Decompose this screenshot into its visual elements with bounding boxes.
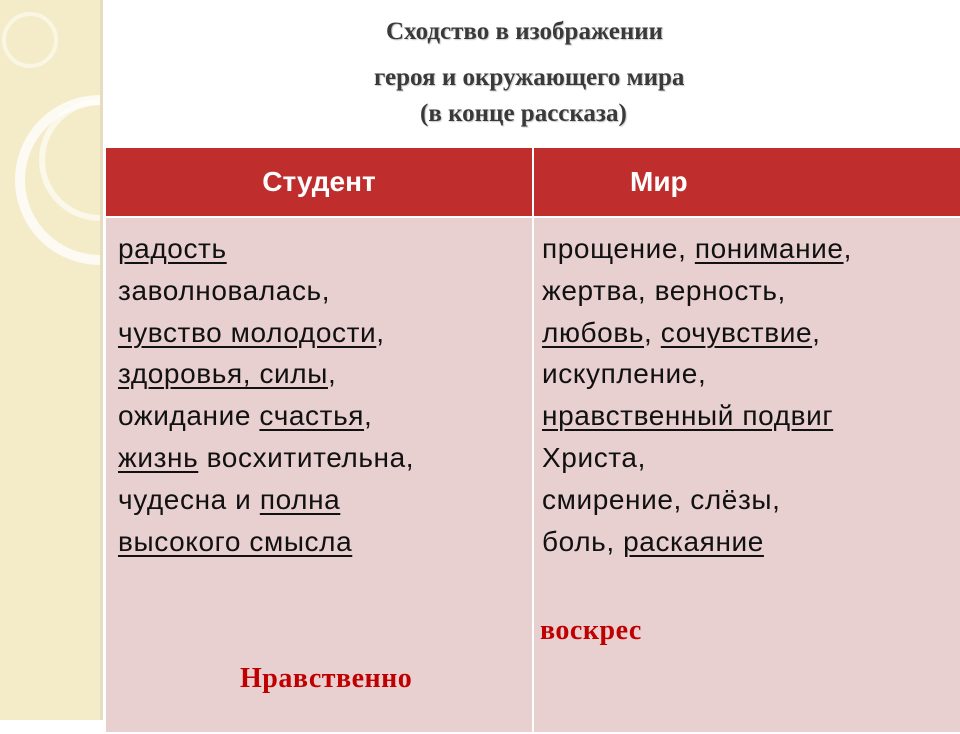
text-segment: заволновалась, [118,274,331,306]
text-segment: , [364,400,373,432]
text-line [542,270,960,312]
text-line [118,228,532,270]
text-line [118,395,532,437]
text-segment: искупление, [542,358,707,390]
text-line [542,312,960,354]
moral-word-world: воскрес [540,615,642,646]
text-segment: жертва, верность, [542,274,786,306]
text-segment: , [376,316,385,348]
underlined-phrase: чувство молодости [118,316,377,348]
table-header-row [105,147,960,217]
comparison-table [104,146,960,734]
text-line [542,228,960,270]
text-line [542,479,960,521]
text-segment: Христа, [542,441,646,473]
text-line [118,353,532,395]
text-line [118,521,532,563]
text-line [118,270,532,312]
text-segment: чудесна и [118,483,260,515]
student-word-list [118,228,532,562]
underlined-phrase: раскаяние [623,525,764,557]
world-cell [533,217,960,733]
text-line [118,312,532,354]
text-segment: смирение, слёзы, [542,483,781,515]
moral-word-student: Нравственно [240,663,413,694]
side-strip-border [100,0,103,720]
underlined-phrase: сочувствие [660,316,813,348]
title-line-2: героя и окружающего мира [374,64,685,91]
text-segment: восхитительна, [198,441,415,473]
table-row [105,217,960,733]
title-line-3: (в конце рассказа) [420,100,627,127]
text-line [118,479,532,521]
text-segment: , [644,316,661,348]
underlined-phrase: жизнь [118,441,199,473]
underlined-phrase: полна [259,483,341,515]
underlined-phrase: радость [118,233,227,264]
underlined-phrase: понимание [694,233,844,264]
text-segment: , [843,233,852,264]
text-segment: , [812,316,821,348]
title-line-1: Сходство в изображении [386,18,664,45]
text-segment: , [327,358,337,390]
text-line [542,437,960,479]
text-line [118,437,532,479]
text-segment: боль, [542,525,624,557]
text-segment: прощение, [542,233,695,264]
header-world: Мир [533,147,960,217]
text-line [542,521,960,563]
underlined-phrase: нравственный подвиг [542,400,834,432]
underlined-phrase: счастья [259,400,365,432]
world-word-list [542,228,960,562]
decorative-circles [0,0,100,720]
underlined-phrase: любовь [542,316,645,348]
text-line [542,353,960,395]
decorative-side-strip [0,0,100,720]
text-segment: ожидание [118,400,260,432]
student-cell [105,217,533,733]
header-student: Студент [105,147,533,217]
underlined-phrase: высокого смысла [118,525,353,557]
text-line [542,395,960,437]
underlined-phrase: здоровья, силы [118,358,328,390]
